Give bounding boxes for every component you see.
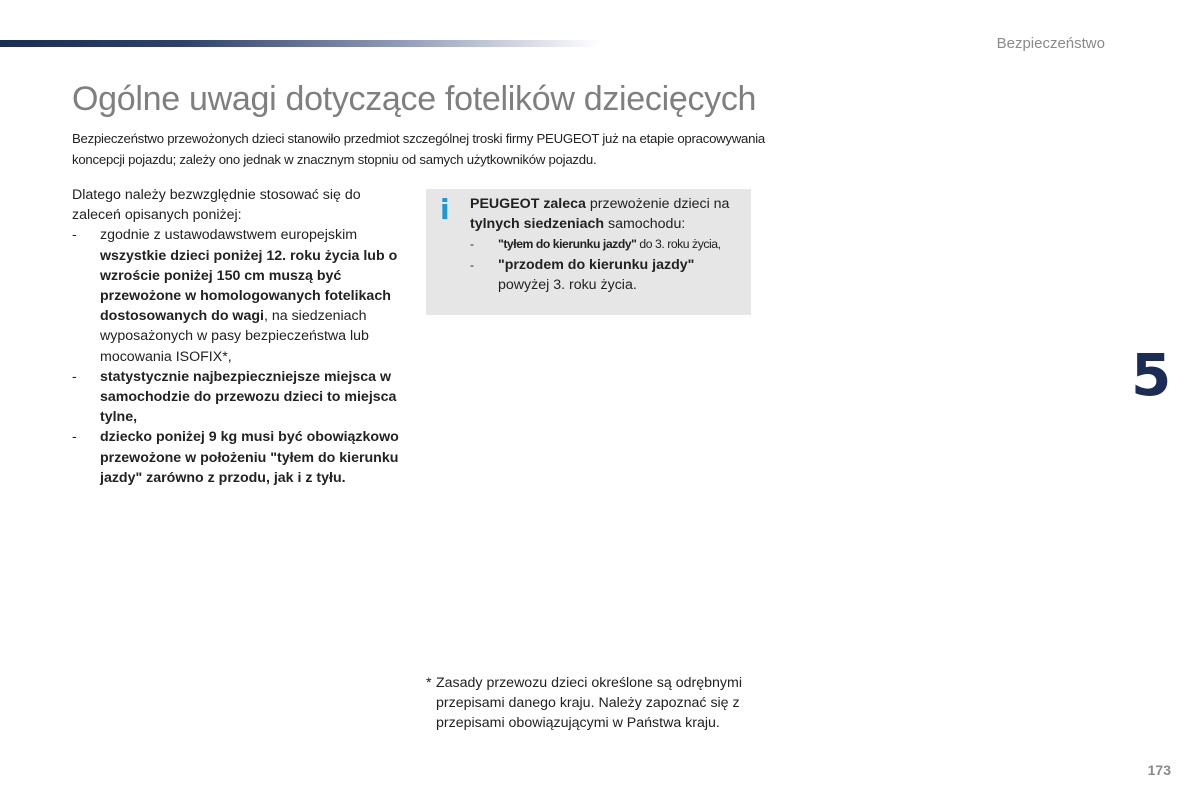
page-title: Ogólne uwagi dotyczące fotelików dziecięcych bbox=[72, 80, 757, 118]
recommendations-list bbox=[72, 225, 402, 488]
footnote bbox=[426, 673, 756, 734]
list-dash: - bbox=[72, 368, 77, 385]
page-number: 173 bbox=[1147, 762, 1171, 778]
list-dash: - bbox=[470, 237, 474, 252]
list-dash: - bbox=[72, 227, 77, 244]
list-item-bold-text: dziecko poniżej 9 kg musi być obowiązkowo przewożone w położeniu "tyłem do kierunku jazdy" zarówno z przodu, jak i z tyłu. bbox=[100, 429, 399, 486]
recommendations-column bbox=[72, 185, 402, 488]
info-box-lead bbox=[470, 194, 745, 234]
header-gradient-bar bbox=[0, 40, 600, 47]
list-item-bold-text: wszystkie dzieci poniżej 12. roku życia lub o wzroście poniżej 150 cm muszą być przewożone w homologowanych fotelikach dostosowanych do wagi bbox=[100, 247, 398, 325]
list-item-bold-text: "przodem do kierunku jazdy" bbox=[498, 256, 695, 273]
list-dash: - bbox=[72, 429, 77, 446]
list-item bbox=[72, 225, 402, 366]
list-item-text: zgodnie z ustawodawstwem europejskim bbox=[100, 227, 358, 244]
list-item-bold-text: statystycznie najbezpieczniejsze miejsca w samochodzie do przewozu dzieci to miejsca tylne, bbox=[100, 368, 397, 426]
list-item-bold-text: "tyłem do kierunku jazdy" bbox=[498, 237, 637, 252]
list-dash: - bbox=[470, 257, 474, 272]
list-item-text: , na siedzeniach wyposażonych w pasy bezpieczeństwa lub mocowania ISOFIX*, bbox=[100, 308, 369, 365]
intro-paragraph: Bezpieczeństwo przewożonych dzieci stanowiło przedmiot szczególnej troski firmy PEUGEOT już na etapie opracowywania koncepcji pojazdu; zależy ono jednak w znacznym stopniu od samych użytkowników pojazdu. bbox=[72, 131, 765, 167]
section-title: Bezpieczeństwo bbox=[996, 35, 1105, 52]
list-item bbox=[72, 367, 402, 428]
chapter-number: 5 bbox=[1131, 341, 1172, 409]
recommendations-lead: Dlatego należy bezwzględnie stosować się do zaleceń opisanych poniżej: bbox=[72, 187, 361, 224]
info-brand-text: PEUGEOT zaleca bbox=[470, 196, 586, 212]
info-text: przewożenie dzieci na bbox=[585, 196, 730, 212]
list-item bbox=[470, 255, 745, 295]
info-list bbox=[470, 234, 745, 295]
info-box bbox=[426, 189, 751, 315]
info-text: samochodu: bbox=[604, 216, 686, 233]
info-icon: i bbox=[440, 193, 450, 226]
info-bold-text: tylnych siedzeniach bbox=[470, 216, 605, 233]
list-item-text: powyżej 3. roku życia. bbox=[498, 276, 637, 293]
list-item bbox=[72, 427, 402, 488]
list-item-text: do 3. roku życia, bbox=[636, 237, 721, 252]
info-box-text bbox=[470, 194, 745, 295]
footnote-marker: * bbox=[426, 675, 432, 691]
footnote-text: Zasady przewozu dzieci określone są odrębnymi przepisami danego kraju. Należy zapoznać się z przepisami obowiązującymi w Państwa kraju. bbox=[436, 675, 742, 732]
list-item bbox=[470, 234, 745, 254]
